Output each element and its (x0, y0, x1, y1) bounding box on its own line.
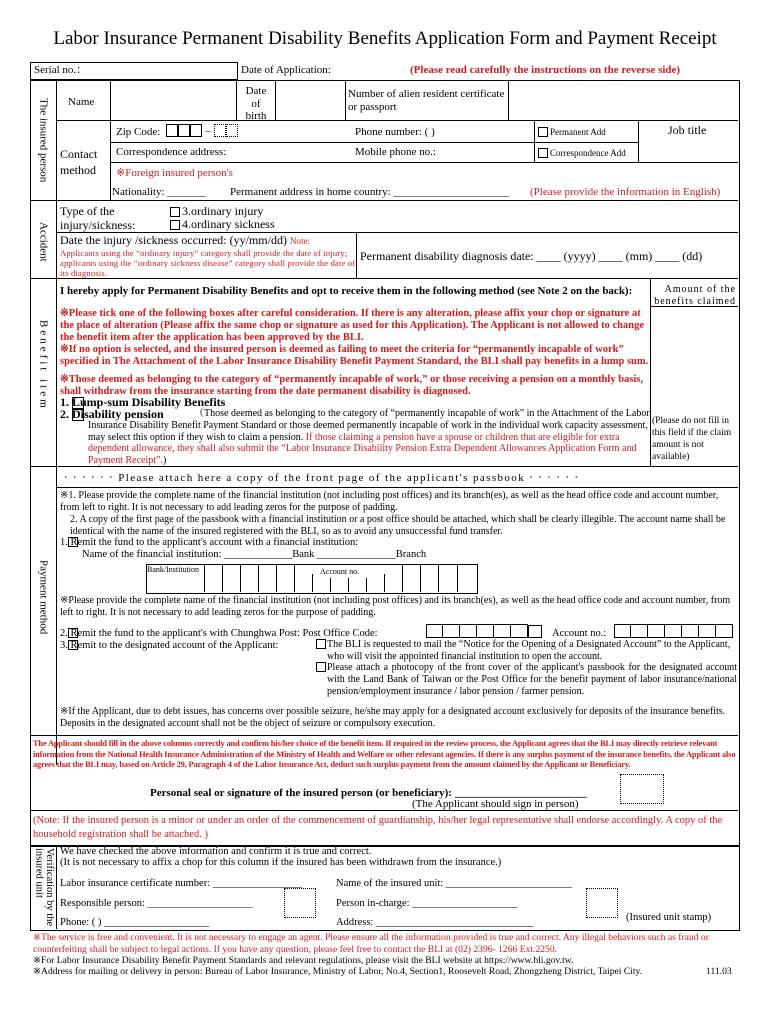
mail-notice-text: The BLI is requested to mail the “Notice for the Opening of a Designated Account” to the Applicant, who will visit the appointed financial institution to open the account. (327, 639, 731, 662)
zip-code-field[interactable]: – (166, 124, 238, 138)
verification-section-label: Verification by the insured unit (33, 848, 55, 927)
pension-text: （Those deemed as belonging to the category of “permanently incapable of work” in the Attachment of the Labor Insurance Disability Benefit Payment Standard or those deemed permanently incapable of work in the individual work capacity assessment, may select this option if they wish to claim a pension. (88, 408, 650, 443)
correspondence-address-label: Correspondence address: (116, 146, 227, 158)
accident-section-label: Accident (37, 222, 50, 262)
designated-account-checkbox[interactable] (68, 640, 80, 652)
pension-red-text: If those claiming a pension have a spouse or children that are eligible for extra dependent allowance, they shall also submit the “Labor Insurance Disability Pension Extra Dependent Allowances Application Form and Payment Receipt”. (88, 431, 637, 467)
note-label: Note: (289, 236, 310, 246)
contact-method-label: Contact method (60, 147, 98, 178)
amount-claimed-label: Amount of the benefits claimed (654, 284, 736, 307)
injury-type-label: Type of the injury/sickness: (60, 204, 136, 232)
remit-financial-checkbox[interactable] (68, 537, 80, 549)
payment-note-3: ※Please provide the complete name of the financial institution (not including post offices) and its branch(es), as well as the head office code and account number, from left to right. It is not necessary to add leading zeros for the purpose of padding. (60, 595, 731, 618)
remit-financial-label: 1. Remit the fund to the applicant's account with a financial institution: (60, 537, 359, 548)
read-instructions-note: (Please read carefully the instructions on the reverse side) (410, 64, 681, 76)
job-title-label: Job title (668, 123, 707, 137)
address-field[interactable]: Address: ______________________________ (336, 917, 534, 928)
date-occurred-text: Date the injury /sickness occurred: (yy/mm/dd) (60, 233, 287, 247)
zip-code-label: Zip Code: (116, 126, 161, 138)
benefit-warning-1: ※Please tick one of the following boxes after careful consideration. If there is any alteration, please affix your chop or signature at the place of alteration (Please affix the same chop or signature as used for this Application). The Applicant is not allowed to change the benefit item after the application has been approved by the BLI. (60, 308, 645, 343)
post-account-boxes[interactable] (614, 624, 733, 639)
benefit-warning-2: ※If no option is selected, and the insured person is deemed as failing to meet the criteria for “permanently incapable of work” specified in The Attachment of the Labor Insurance Disability Benefit Payment Standard, the BLI shall pay benefits in a lump sum. (60, 344, 649, 367)
form-version: 111.03 (706, 966, 732, 977)
foreign-insured-note: ※Foreign insured person's (116, 167, 233, 179)
responsible-person-field[interactable]: Responsible person: ____________________ (60, 898, 253, 909)
account-no-label: Account no. (320, 567, 360, 576)
ordinary-injury-label: 3.ordinary injury (182, 204, 264, 218)
benefit-warning-3: ※Those deemed as belonging to the category of “permanently incapable of work,” or those receiving a pension on a monthly basis, shall withdraw from the insurance starting from the date permanent disability is diagnosed. (60, 374, 643, 397)
date-of-application-label: Date of Application: (241, 64, 331, 76)
form-title: Labor Insurance Permanent Disability Benefits Application Form and Payment Receipt (53, 28, 717, 49)
passbook-note: ‧ ‧ ‧ ‧ ‧ ‧ Please attach here a copy of the front page of the applicant's passbook ‧ ‧ ‧ ‧ ‧ ‧ (64, 472, 580, 484)
permanent-add-label: Permanent Add (550, 127, 606, 137)
consent-text: The Applicant should fill in the above columns correctly and confirm his/her choice of the benefit item. If required in the review process, the Applicant agrees that the BLI may directly retrieve relevant information from the National Health Insurance Administration of the Ministry of Health and Welfare or other relevant agencies. If there is any surplus payment of the insurance benefits, the Applicant also agrees that the BLI may, based on Article 29, Paragraph 4 of the Labor Insurance Act, deduct such surplus payment from the amount claimed by the Applicant or Beneficiary. (33, 739, 736, 770)
remit-financial-option[interactable] (60, 537, 358, 549)
mobile-phone-label: Mobile phone no.: (355, 146, 436, 158)
no-chop-text: (It is not necessary to affix a chop for this column if the insured has been withdrawn from the insurance.) (60, 857, 502, 868)
benefit-intro: I hereby apply for Permanent Disability Benefits and opt to receive them in the following method (see Note 2 on the back): (60, 285, 633, 297)
footer-line-2: ※For Labor Insurance Disability Benefit Payment Standards and relevant regulations, please visit the BLI website at https://www.bli.gov.tw. (33, 955, 574, 966)
pension-end: ) (162, 455, 167, 467)
certificate-number-field[interactable]: Labor insurance certificate number: _________________ (60, 878, 303, 889)
correspondence-add-label: Correspondence Add (550, 148, 626, 158)
insured-unit-stamp-box[interactable] (622, 852, 734, 926)
provide-english-note: (Please provide the information in English) (530, 186, 721, 198)
name-label: Name (68, 96, 95, 108)
attach-passbook-text: Please attach a photocopy of the front cover of the applicant's passbook for the designated account with the Land Bank of Taiwan or the Post Office for the benefit payment of labor insurance/national pension/employment insurance / labor pension / farmer pension. (327, 662, 737, 697)
in-charge-seal-box[interactable] (586, 888, 618, 918)
phone-field[interactable]: Phone: ( ) ____________________ (60, 917, 210, 928)
date-occurred-note: Applicants using the “ordinary injury” category shall provide the date of injury; applicants using the “ordinary sickness disease” category shall provide the date of its diagnosis. (60, 248, 356, 279)
financial-institution-name-field[interactable]: Name of the financial institution: _____________Bank _______________Branch (82, 549, 427, 560)
disability-pension-checkbox[interactable] (72, 409, 86, 423)
designated-account-label: 3. Remit to the designated account of the Applicant: (60, 640, 279, 651)
designated-account-option[interactable] (60, 640, 278, 652)
do-not-fill-note: (Please do not fill in this field if the claim amount is not available) (652, 416, 732, 462)
phone-number-label: Phone number: ( ) (355, 126, 435, 138)
post-office-code-boxes[interactable] (426, 624, 528, 639)
seizure-note: ※If the Applicant, due to debt issues, has concerns over possible seizure, he/she may apply for a designated account exclusively for deposits of the insurance benefits. Deposits in the designated account shall not be the object of seizure or compulsory execution. (60, 706, 726, 729)
post-office-checkbox[interactable] (528, 625, 542, 639)
payment-method-section-label: Payment method (37, 560, 50, 635)
seal-box[interactable] (620, 774, 664, 804)
payment-note-2: 2. A copy of the first page of the passbook with a financial institution or a post office should be attached, which shall be clearly illegible. The account name shall be identical with the name of the insured registered with the BLI, so as to avoid any unsuccessful fund transfer. (70, 514, 726, 537)
sign-in-person-note: (The Applicant should sign in person) (412, 798, 579, 810)
serial-no-label: Serial no.： (34, 64, 88, 76)
remit-post-checkbox[interactable] (68, 628, 80, 640)
ordinary-sickness-label: 4.ordinary sickness (182, 217, 275, 231)
insured-person-section-label: The insured person (37, 98, 50, 183)
correspondence-add-checkbox[interactable] (538, 148, 626, 160)
seal-signature-field[interactable]: Personal seal or signature of the insured person (or beneficiary): ________________________ (150, 787, 587, 799)
bank-institution-label: Bank/Institution (147, 565, 199, 574)
ordinary-sickness-checkbox[interactable] (170, 218, 275, 232)
date-occurred-label (60, 234, 310, 248)
insured-unit-stamp-label: (Insured unit stamp) (626, 912, 712, 923)
permanent-add-checkbox[interactable] (538, 127, 606, 139)
nationality-field[interactable]: Nationality: _______ (112, 186, 206, 198)
permanent-address-home-field[interactable]: Permanent address in home country: _____________________ (230, 186, 509, 198)
pension-description (88, 408, 650, 467)
diagnosis-date-label: Permanent disability diagnosis date: ____ (yyyy) ____ (mm) ____ (dd) (360, 249, 703, 263)
alien-resident-label: Number of alien resident certificate or passport (348, 88, 505, 113)
checked-text: We have checked the above information and confirm it is true and correct. (60, 846, 372, 857)
insured-unit-name-field[interactable]: Name of the insured unit: ________________________ (336, 878, 572, 889)
payment-note-1: ※1. Please provide the complete name of the financial institution (not including post offices) and its branch(es), as well as the head office code and account number, from left to right. It is not necessary to add leading zeros for the purpose of padding. (60, 490, 719, 513)
footer-line-1: ※The service is free and convenient. It is not necessary to engage an agent. Please ensure all the information provided is true and correct. Any illegal behaviors such as fraud or counterfeiting shall be subject to legal actions. If you have any question, please feel free to contact the BLI at (02) 2396- 1266 Ext.2250. (33, 932, 709, 955)
remit-post-label: 2. Remit the fund to the applicant's with Chunghwa Post: Post Office Code: (60, 628, 378, 639)
footer-line-3: ※Address for mailing or delivery in person: Bureau of Labor Insurance, Ministry of Labor, No.4, Section1, Roosevelt Road, Zhongzheng District, Taipei City. (33, 966, 643, 977)
responsible-seal-box[interactable] (284, 888, 316, 918)
disability-pension-label: 2. Disability pension (60, 407, 164, 421)
account-no-2-label: Account no.: (552, 628, 607, 639)
date-of-birth-label: Date of birth (245, 85, 267, 123)
lump-sum-label: 1. Lump-sum Disability Benefits (60, 395, 226, 409)
minor-note: (Note: If the insured person is a minor or under an order of the commencement of guardianship, his/her legal representative shall endorse accordingly. A copy of the household registration shall be attached. ) (33, 815, 723, 840)
benefit-item-section-label: Benefit item (37, 320, 50, 411)
person-in-charge-field[interactable]: Person in-charge: ____________________ (336, 898, 518, 909)
